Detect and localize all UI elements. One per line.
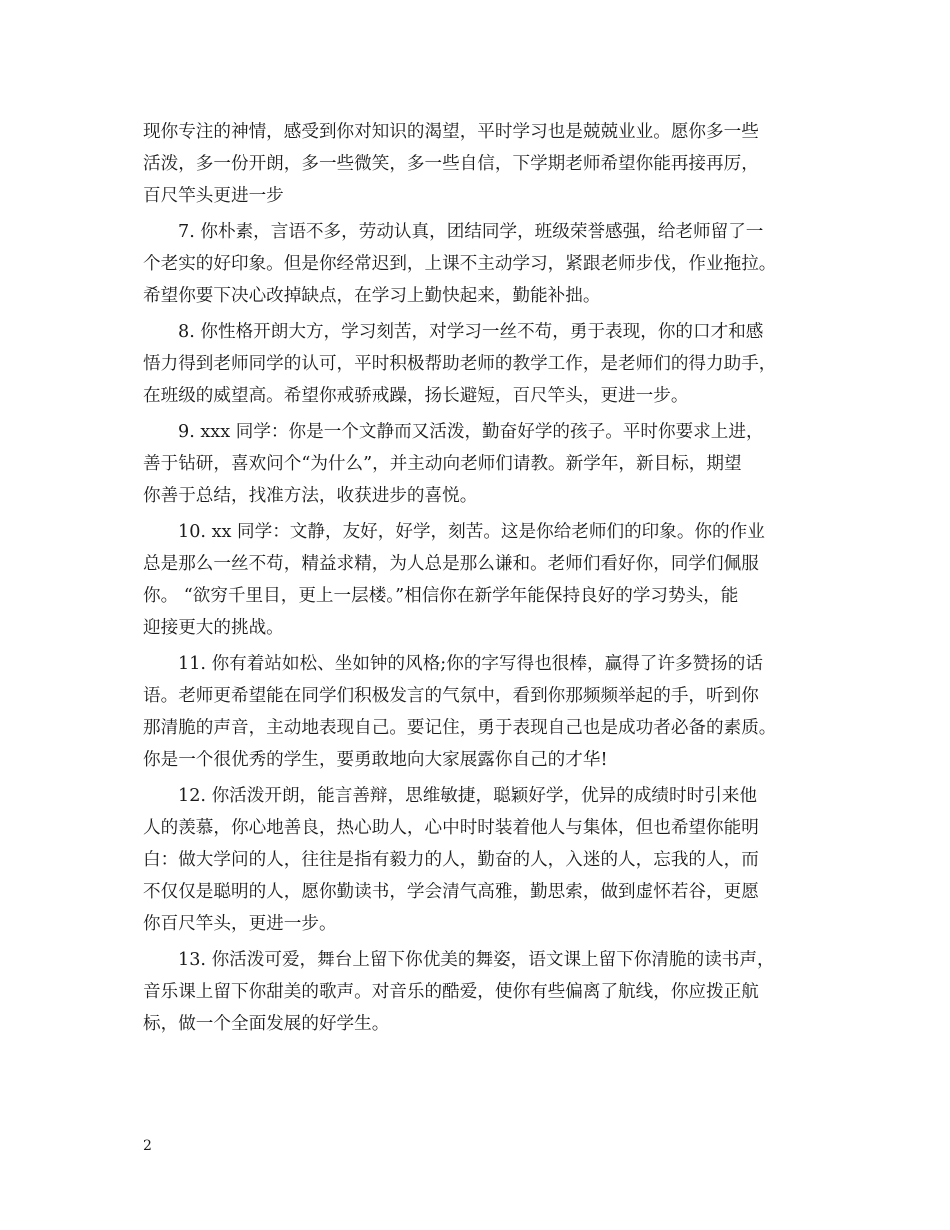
document-body: [143, 116, 813, 1044]
text-line: 悟力得到老师同学的认可，平时积极帮助老师的教学工作，是老师们的得力助手，: [143, 354, 777, 374]
text-line: 标，做一个全面发展的好学生。: [143, 1014, 390, 1034]
text-line: 你百尺竿头，更进一步。: [143, 914, 337, 934]
text-line: 现你专注的神情，感受到你对知识的渴望，平时学习也是兢兢业业。愿你多一些: [143, 122, 759, 142]
paragraph: [143, 516, 813, 644]
paragraph: [143, 416, 813, 512]
text-line: 总是那么一丝不苟，精益求精，为人总是那么谦和。老师们看好你，同学们佩服: [143, 554, 759, 574]
text-line: 在班级的威望高。希望你戒骄戒躁，扬长避短，百尺竿头，更进一步。: [143, 386, 689, 406]
text-line: 个老实的好印象。但是你经常迟到，上课不主动学习，紧跟老师步伐，作业拖拉。: [143, 254, 777, 274]
text-line: 希望你要下决心改掉缺点，在学习上勤快起来，勤能补拙。: [143, 286, 601, 306]
text-line: 10. xx 同学：文静，友好，好学，刻苦。这是你给老师们的印象。你的作业: [178, 522, 765, 542]
paragraph: [143, 780, 813, 940]
text-line: 9. xxx 同学：你是一个文静而又活泼，勤奋好学的孩子。平时你要求上进，: [178, 422, 764, 442]
paragraph: [143, 944, 813, 1040]
text-line: 那清脆的声音，主动地表现自己。要记住，勇于表现自己也是成功者必备的素质。: [143, 718, 777, 738]
text-line: 13. 你活泼可爱，舞台上留下你优美的舞姿，语文课上留下你清脆的读书声，: [178, 950, 775, 970]
paragraph: [143, 648, 813, 776]
text-line: 12. 你活泼开朗，能言善辩，思维敏捷，聪颖好学，优异的成绩时时引来他: [178, 786, 757, 806]
text-line: 活泼，多一份开朗，多一些微笑，多一些自信，下学期老师希望你能再接再厉，: [143, 154, 759, 174]
text-line: 你。 “欲穷千里目，更上一层楼。”相信你在新学年能保持良好的学习势头，能: [143, 586, 739, 606]
text-line: 白：做大学问的人，往往是指有毅力的人，勤奋的人，入迷的人，忘我的人，而: [143, 850, 759, 870]
paragraph: [143, 116, 813, 212]
text-line: 音乐课上留下你甜美的歌声。对音乐的酷爱，使你有些偏离了航线，你应拨正航: [143, 982, 759, 1002]
text-line: 语。老师更希望能在同学们积极发言的气氛中，看到你那频频举起的手，听到你: [143, 686, 759, 706]
paragraph: [143, 316, 813, 412]
text-line: 你是一个很优秀的学生，要勇敢地向大家展露你自己的才华!: [143, 750, 608, 770]
text-line: 百尺竿头更进一步: [143, 186, 284, 206]
text-line: 11. 你有着站如松、坐如钟的风格;你的字写得也很棒，赢得了许多赞扬的话: [178, 654, 763, 674]
text-line: 善于钻研，喜欢问个“为什么”，并主动向老师们请教。新学年，新目标，期望: [143, 454, 742, 474]
text-line: 人的羡慕，你心地善良，热心助人，心中时时装着他人与集体，但也希望你能明: [143, 818, 759, 838]
text-line: 不仅仅是聪明的人，愿你勤读书，学会清气高雅，勤思索，做到虚怀若谷，更愿: [143, 882, 759, 902]
paragraph: [143, 216, 813, 312]
text-line: 你善于总结，找准方法，收获进步的喜悦。: [143, 486, 478, 506]
text-line: 迎接更大的挑战。: [143, 618, 284, 638]
text-line: 7. 你朴素，言语不多，劳动认真，团结同学，班级荣誉感强，给老师留了一: [178, 222, 764, 242]
text-line: 8. 你性格开朗大方，学习刻苦，对学习一丝不苟，勇于表现，你的口才和感: [178, 322, 764, 342]
page-number: 2: [143, 1138, 152, 1154]
